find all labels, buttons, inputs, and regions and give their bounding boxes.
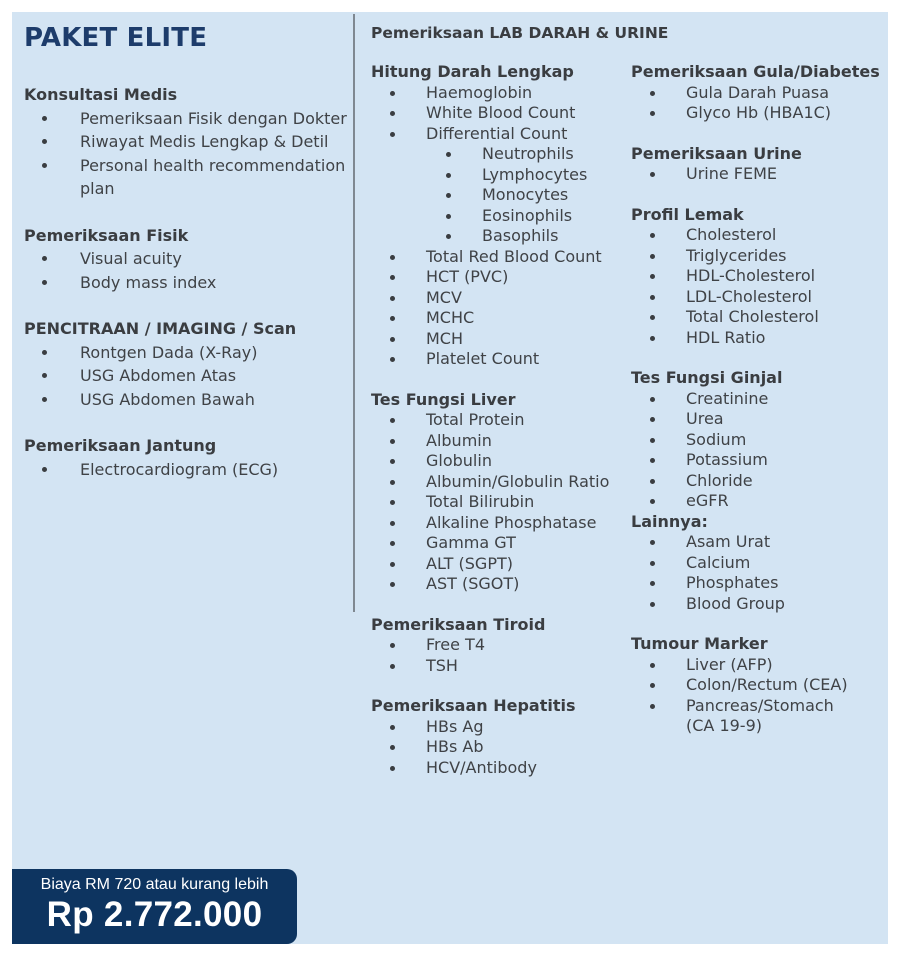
bullet-icon [390,255,395,260]
item-list [371,410,619,595]
item-list [631,225,881,348]
item-list [631,83,881,124]
bullet-icon [650,663,655,668]
section-urine [631,144,881,185]
list-item: Triglycerides [631,246,881,267]
list-item: HCT (PVC) [371,267,619,288]
list-item: Albumin/Globulin Ratio [371,472,619,493]
bullet-icon [650,111,655,116]
list-item: AST (SGOT) [371,574,619,595]
bullet-icon [390,664,395,669]
item-list [371,717,619,779]
item-list [631,655,881,737]
item-list [24,458,349,482]
bullet-icon [650,581,655,586]
item-list [371,635,619,676]
bullet-icon [390,111,395,116]
list-item: Sodium [631,430,881,451]
bullet-icon [390,296,395,301]
list-item: Platelet Count [371,349,619,370]
list-item: Monocytes [371,185,619,206]
bullet-icon [650,254,655,259]
bullet-icon [390,418,395,423]
section-title: Pemeriksaan Jantung [24,436,217,455]
list-item: MCV [371,288,619,309]
section-imaging [24,317,349,411]
list-item: Total Cholesterol [631,307,881,328]
bullet-icon [390,643,395,648]
list-item: TSH [371,656,619,677]
list-item: Liver (AFP) [631,655,881,676]
list-item: Total Protein [371,410,619,431]
right-column [631,62,881,737]
item-list [631,532,881,614]
bullet-icon [390,357,395,362]
bullet-icon [650,499,655,504]
bullet-icon [650,540,655,545]
bullet-icon [390,91,395,96]
item-list [631,389,881,512]
bullet-icon [650,397,655,402]
bullet-icon [390,766,395,771]
column-divider [353,14,355,612]
section-lemak [631,205,881,349]
section-title: Lainnya: [631,511,708,531]
bullet-icon [42,256,47,261]
bullet-icon [650,683,655,688]
list-item: Personal health recommendation plan [24,154,350,201]
bullet-icon [390,132,395,137]
bullet-icon [446,173,451,178]
bullet-icon [390,521,395,526]
price-value: Rp 2.772.000 [46,895,263,934]
section-tiroid [371,615,619,677]
bullet-icon [42,373,47,378]
lab-heading: Pemeriksaan LAB DARAH & URINE [371,24,669,42]
list-item: Urine FEME [631,164,881,185]
list-item: HBs Ag [371,717,619,738]
list-item: Asam Urat [631,532,881,553]
list-item: LDL-Cholesterol [631,287,881,308]
list-item: Calcium [631,553,881,574]
list-item: Total Bilirubin [371,492,619,513]
bullet-icon [390,745,395,750]
list-item: Blood Group [631,594,881,615]
bullet-icon [650,602,655,607]
section-title: Profil Lemak [631,204,744,224]
section-title: Tes Fungsi Ginjal [631,368,783,387]
bullet-icon [42,116,47,121]
bullet-icon [650,172,655,177]
section-konsultasi [24,83,349,201]
list-item: Pemeriksaan Fisik dengan Dokter [24,107,349,131]
list-item: Lymphocytes [371,165,619,186]
bullet-icon [446,193,451,198]
list-item: Neutrophils [371,144,619,165]
list-item: Eosinophils [371,206,619,227]
bullet-icon [42,280,47,285]
list-item: Haemoglobin [371,83,619,104]
section-title: Pemeriksaan Hepatitis [371,696,576,715]
list-item: HBs Ab [371,737,619,758]
bullet-icon [650,417,655,422]
list-item: USG Abdomen Bawah [24,388,349,412]
bullet-icon [42,397,47,402]
section-liver [371,390,619,595]
bullet-icon [390,337,395,342]
bullet-icon [390,459,395,464]
list-item: Urea [631,409,881,430]
bullet-icon [390,275,395,280]
bullet-icon [650,274,655,279]
bullet-icon [650,458,655,463]
list-item: Potassium [631,450,881,471]
list-item: Gamma GT [371,533,619,554]
list-item: HDL Ratio [631,328,881,349]
bullet-icon [42,139,47,144]
bullet-icon [390,480,395,485]
list-item: Cholesterol [631,225,881,246]
list-item: Globulin [371,451,619,472]
list-item: Glyco Hb (HBA1C) [631,103,881,124]
bullet-icon [390,439,395,444]
lab-heading-wrap [371,23,671,44]
section-title: Konsultasi Medis [24,85,178,104]
section-ginjal [631,368,881,512]
section-title: Tes Fungsi Liver [371,389,516,409]
item-list [24,107,349,201]
item-list [371,83,619,145]
list-item: Free T4 [371,635,619,656]
section-lainnya [631,512,881,615]
list-item: eGFR [631,491,881,512]
item-list [24,341,349,412]
list-item: Gula Darah Puasa [631,83,881,104]
list-item: ALT (SGPT) [371,554,619,575]
section-gula [631,62,881,124]
bullet-icon [446,234,451,239]
bullet-icon [650,479,655,484]
bullet-icon [42,350,47,355]
bullet-icon [390,582,395,587]
section-title: Pemeriksaan Urine [631,143,802,163]
bullet-icon [42,467,47,472]
list-item: White Blood Count [371,103,619,124]
list-item: MCHC [371,308,619,329]
differential-sublist [371,144,619,247]
list-item: Chloride [631,471,881,492]
list-item: Visual acuity [24,247,349,271]
item-list [24,247,349,294]
package-title: PAKET ELITE [24,23,208,53]
list-item: Phosphates [631,573,881,594]
left-column [24,83,349,481]
list-item: Pancreas/Stomach (CA 19-9) [631,696,846,737]
bullet-icon [650,315,655,320]
section-hitung-darah [371,62,619,370]
section-hepatitis [371,696,619,778]
list-item: Albumin [371,431,619,452]
list-item: Rontgen Dada (X-Ray) [24,341,349,365]
middle-column [371,62,619,778]
list-item: Riwayat Medis Lengkap & Detil [24,130,349,154]
section-title: Tumour Marker [631,634,768,653]
item-list [371,247,619,370]
item-list [631,164,881,185]
section-title: PENCITRAAN / IMAGING / Scan [24,319,297,338]
bullet-icon [650,704,655,709]
list-item: Differential Count [371,124,619,145]
list-item: Body mass index [24,271,349,295]
section-title: Pemeriksaan Tiroid [371,614,546,634]
bullet-icon [650,438,655,443]
section-jantung [24,434,349,481]
bullet-icon [390,562,395,567]
list-item: Electrocardiogram (ECG) [24,458,349,482]
list-item: Creatinine [631,389,881,410]
bullet-icon [446,152,451,157]
bullet-icon [446,214,451,219]
bullet-icon [390,316,395,321]
list-item: Colon/Rectum (CEA) [631,675,881,696]
price-box [12,869,297,944]
list-item: HDL-Cholesterol [631,266,881,287]
list-item: Total Red Blood Count [371,247,619,268]
list-item: USG Abdomen Atas [24,364,349,388]
list-item: HCV/Antibody [371,758,619,779]
section-fisik [24,224,349,295]
list-item: Alkaline Phosphatase [371,513,619,534]
bullet-icon [390,500,395,505]
bullet-icon [650,336,655,341]
section-tumour [631,634,881,737]
list-item: MCH [371,329,619,350]
bullet-icon [650,91,655,96]
section-title: Pemeriksaan Fisik [24,225,189,245]
bullet-icon [650,233,655,238]
bullet-icon [650,295,655,300]
bullet-icon [390,541,395,546]
bullet-icon [390,725,395,730]
bullet-icon [650,561,655,566]
list-item: Basophils [371,226,619,247]
bullet-icon [42,163,47,168]
section-title: Pemeriksaan Gula/Diabetes [631,62,880,81]
price-label: Biaya RM 720 atau kurang lebih [40,876,269,893]
section-title: Hitung Darah Lengkap [371,62,574,81]
